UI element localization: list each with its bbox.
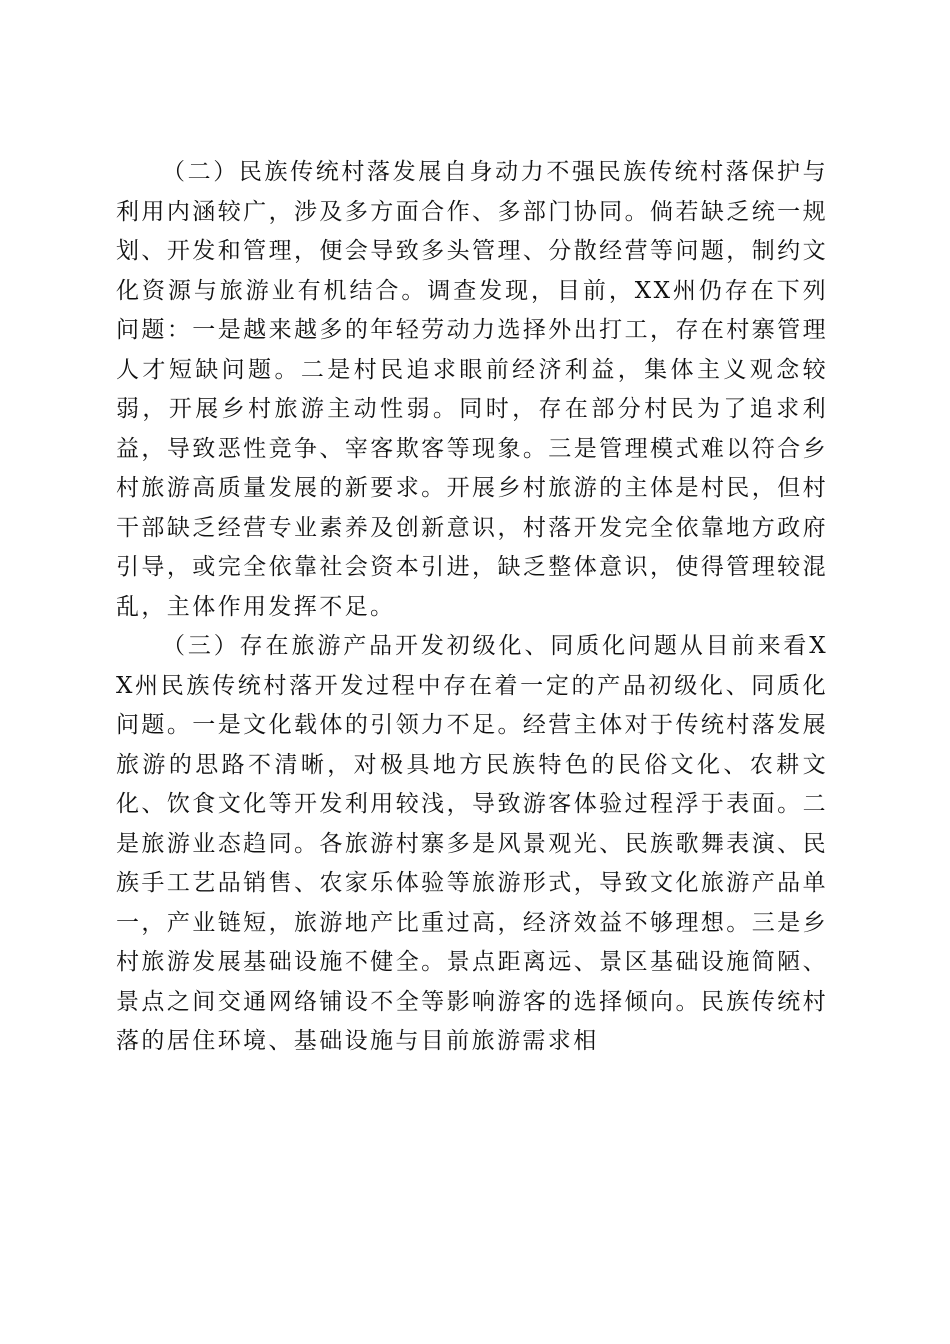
document-body: [116, 153, 828, 1062]
paragraph-section-two: （二）民族传统村落发展自身动力不强民族传统村落保护与利用内涵较广，涉及多方面合作、多部门协同。倘若缺乏统一规划、开发和管理，便会导致多头管理、分散经营等问题，制约文化资源与旅游业有机结合。调查发现，目前，XX州仍存在下列问题：一是越来越多的年轻劳动力选择外出打工，存在村寨管理人才短缺问题。二是村民追求眼前经济利益，集体主义观念较弱，开展乡村旅游主动性弱。同时，存在部分村民为了追求利益，导致恶性竞争、宰客欺客等现象。三是管理模式难以符合乡村旅游高质量发展的新要求。开展乡村旅游的主体是村民，但村干部缺乏经营专业素养及创新意识，村落开发完全依靠地方政府引导，或完全依靠社会资本引进，缺乏整体意识，使得管理较混乱，主体作用发挥不足。: [116, 159, 828, 620]
paragraph-section-three: （三）存在旅游产品开发初级化、同质化问题从目前来看XX州民族传统村落开发过程中存在着一定的产品初级化、同质化问题。一是文化载体的引领力不足。经营主体对于传统村落发展旅游的思路不清晰，对极具地方民族特色的民俗文化、农耕文化、饮食文化等开发利用较浅，导致游客体验过程浮于表面。二是旅游业态趋同。各旅游村寨多是风景观光、民族歌舞表演、民族手工艺品销售、农家乐体验等旅游形式，导致文化旅游产品单一，产业链短，旅游地产比重过高，经济效益不够理想。三是乡村旅游发展基础设施不健全。景点距离远、景区基础设施简陋、景点之间交通网络铺设不全等影响游客的选择倾向。民族传统村落的居住环境、基础设施与目前旅游需求相: [116, 633, 828, 1054]
